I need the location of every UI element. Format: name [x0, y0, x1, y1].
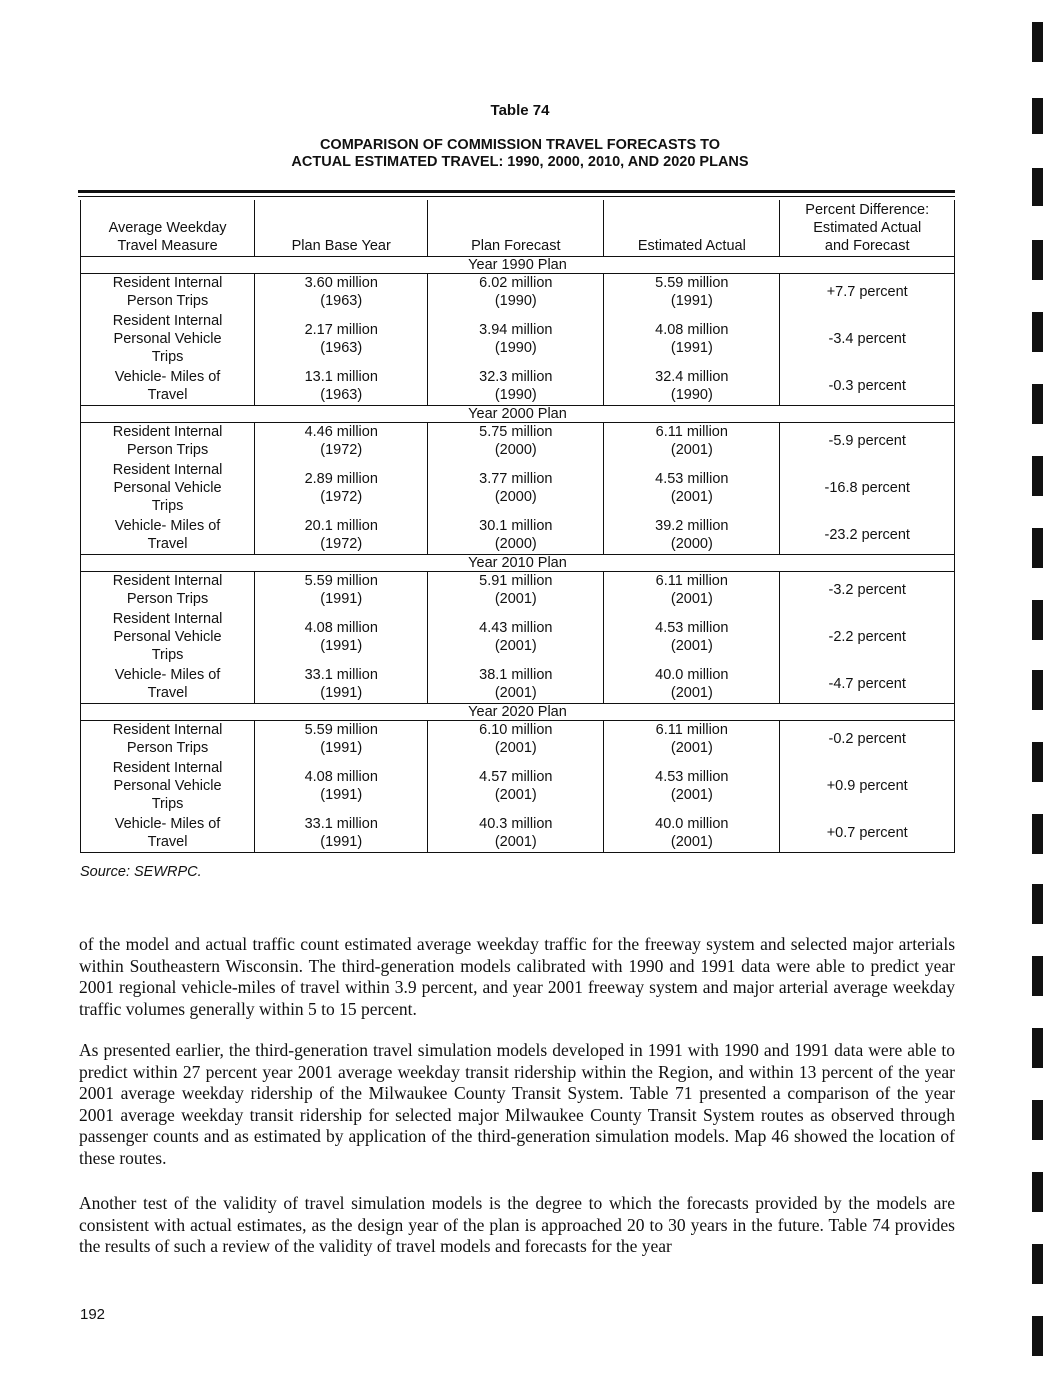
cell-percent-difference: +7.7 percent: [780, 273, 955, 311]
cell-plan-forecast: 5.91 million (2001): [428, 571, 604, 609]
cell-plan-forecast: 4.43 million (2001): [428, 609, 604, 665]
scan-edge-mark: [1032, 670, 1043, 710]
page-number: 192: [80, 1306, 106, 1323]
cell-plan-base-year: 2.17 million (1963): [255, 311, 428, 367]
cell-estimated-actual: 6.11 million (2001): [604, 571, 780, 609]
cell-plan-base-year: 3.60 million (1963): [255, 273, 428, 311]
cell-percent-difference: -23.2 percent: [780, 516, 955, 554]
cell-travel-measure: Vehicle- Miles of Travel: [81, 814, 255, 852]
table-row: [81, 814, 955, 852]
table-row: [81, 571, 955, 609]
scan-edge-mark: [1032, 884, 1043, 924]
cell-estimated-actual: 5.59 million (1991): [604, 273, 780, 311]
section-header-row: [81, 554, 955, 571]
cell-plan-base-year: 20.1 million (1972): [255, 516, 428, 554]
table-row: [81, 422, 955, 460]
cell-travel-measure: Resident Internal Personal Vehicle Trips: [81, 311, 255, 367]
cell-percent-difference: +0.7 percent: [780, 814, 955, 852]
table-row: [81, 367, 955, 405]
scan-edge-mark: [1032, 528, 1043, 568]
header-plan-base-year: Plan Base Year: [255, 200, 428, 256]
scan-edge-mark: [1032, 384, 1043, 424]
section-header-row: [81, 703, 955, 720]
table-row: [81, 609, 955, 665]
cell-plan-forecast: 40.3 million (2001): [428, 814, 604, 852]
cell-plan-forecast: 4.57 million (2001): [428, 758, 604, 814]
cell-travel-measure: Resident Internal Person Trips: [81, 720, 255, 758]
cell-travel-measure: Resident Internal Personal Vehicle Trips: [81, 460, 255, 516]
scan-edge-mark: [1032, 240, 1043, 280]
cell-plan-base-year: 33.1 million (1991): [255, 665, 428, 703]
table-row: [81, 273, 955, 311]
scan-edge-mark: [1032, 1028, 1043, 1068]
scan-edge-mark: [1032, 742, 1043, 782]
cell-estimated-actual: 6.11 million (2001): [604, 422, 780, 460]
body-paragraph-2: As presented earlier, the third-generation travel simulation models developed in 1991 with 1990 and 1991 data were able to predict within 27 percent year 2001 average weekday transit ridership within the Region, and within 13 percent of the year 2001 average weekday ridership of the Milwaukee County Transit System. Table 71 presented a comparison of the year 2001 average weekday transit ridership for selected major Milwaukee County Transit System routes as observed through passenger counts and as estimated by application of the third-generation simulation models. Map 46 showed the location of these routes.: [79, 1040, 955, 1168]
scan-edge-mark: [1032, 312, 1043, 352]
cell-plan-base-year: 5.59 million (1991): [255, 571, 428, 609]
scan-edge-mark: [1032, 1244, 1043, 1284]
scan-edge-mark: [1032, 168, 1043, 206]
cell-plan-forecast: 3.94 million (1990): [428, 311, 604, 367]
scan-edge-mark: [1032, 22, 1043, 62]
cell-percent-difference: -3.2 percent: [780, 571, 955, 609]
cell-plan-base-year: 4.46 million (1972): [255, 422, 428, 460]
cell-percent-difference: -3.4 percent: [780, 311, 955, 367]
body-paragraph-1: of the model and actual traffic count estimated average weekday traffic for the freeway system and selected major arterials within Southeastern Wisconsin. The third-generation models calibrated with 1990 and 1991 data were able to predict year 2001 regional vehicle-miles of travel within 3.9 percent, and year 2001 freeway system and major arterial average weekday traffic volumes generally within 5 to 15 percent.: [79, 934, 955, 1019]
cell-plan-forecast: 3.77 million (2000): [428, 460, 604, 516]
table-row: [81, 460, 955, 516]
cell-travel-measure: Resident Internal Personal Vehicle Trips: [81, 609, 255, 665]
section-header-row: [81, 256, 955, 273]
header-travel-measure: Average Weekday Travel Measure: [81, 200, 255, 256]
scan-edge-mark: [1032, 1100, 1043, 1140]
section-label: Year 2020 Plan: [81, 703, 955, 720]
table-top-rule-thin: [78, 196, 955, 197]
cell-percent-difference: -4.7 percent: [780, 665, 955, 703]
cell-percent-difference: +0.9 percent: [780, 758, 955, 814]
scan-edge-mark: [1032, 456, 1043, 496]
cell-travel-measure: Vehicle- Miles of Travel: [81, 367, 255, 405]
table-source-note: Source: SEWRPC.: [80, 864, 202, 880]
cell-travel-measure: Resident Internal Person Trips: [81, 571, 255, 609]
comparison-table: [80, 200, 955, 853]
cell-estimated-actual: 40.0 million (2001): [604, 814, 780, 852]
header-plan-forecast: Plan Forecast: [428, 200, 604, 256]
scan-edge-mark: [1032, 814, 1043, 854]
scan-edge-mark: [1032, 1316, 1043, 1356]
table-row: [81, 758, 955, 814]
cell-plan-forecast: 6.10 million (2001): [428, 720, 604, 758]
table-title-line-1: COMPARISON OF COMMISSION TRAVEL FORECASTS TO: [319, 137, 721, 153]
cell-plan-forecast: 5.75 million (2000): [428, 422, 604, 460]
cell-plan-base-year: 13.1 million (1963): [255, 367, 428, 405]
cell-estimated-actual: 32.4 million (1990): [604, 367, 780, 405]
cell-plan-forecast: 6.02 million (1990): [428, 273, 604, 311]
header-percent-difference: Percent Difference: Estimated Actual and Forecast: [780, 200, 955, 256]
cell-travel-measure: Vehicle- Miles of Travel: [81, 665, 255, 703]
table-number: Table 74: [490, 102, 550, 119]
cell-percent-difference: -0.3 percent: [780, 367, 955, 405]
scan-edge-mark: [1032, 98, 1043, 134]
cell-estimated-actual: 6.11 million (2001): [604, 720, 780, 758]
table-header-row: [81, 200, 955, 256]
cell-plan-forecast: 38.1 million (2001): [428, 665, 604, 703]
section-label: Year 2000 Plan: [81, 405, 955, 422]
table-row: [81, 665, 955, 703]
header-estimated-actual: Estimated Actual: [604, 200, 780, 256]
cell-percent-difference: -16.8 percent: [780, 460, 955, 516]
section-header-row: [81, 405, 955, 422]
cell-estimated-actual: 4.08 million (1991): [604, 311, 780, 367]
body-paragraph-3: Another test of the validity of travel simulation models is the degree to which the forecasts provided by the models are consistent with actual estimates, as the design year of the plan is approached 20 to 30 years in the future. Table 74 provides the results of such a review of the validity of travel models and forecasts for the year: [79, 1193, 955, 1256]
cell-travel-measure: Vehicle- Miles of Travel: [81, 516, 255, 554]
cell-estimated-actual: 4.53 million (2001): [604, 460, 780, 516]
table-title-line-2: ACTUAL ESTIMATED TRAVEL: 1990, 2000, 2010, AND 2020 PLANS: [291, 154, 749, 170]
section-label: Year 2010 Plan: [81, 554, 955, 571]
table-row: [81, 516, 955, 554]
cell-estimated-actual: 4.53 million (2001): [604, 609, 780, 665]
table-title: [0, 137, 1040, 171]
cell-plan-forecast: 32.3 million (1990): [428, 367, 604, 405]
cell-estimated-actual: 40.0 million (2001): [604, 665, 780, 703]
cell-travel-measure: Resident Internal Personal Vehicle Trips: [81, 758, 255, 814]
scan-edge-mark: [1032, 600, 1043, 640]
table-top-rule: [78, 190, 955, 193]
cell-plan-base-year: 2.89 million (1972): [255, 460, 428, 516]
scan-edge-mark: [1032, 956, 1043, 996]
cell-plan-base-year: 4.08 million (1991): [255, 609, 428, 665]
cell-estimated-actual: 4.53 million (2001): [604, 758, 780, 814]
cell-plan-base-year: 33.1 million (1991): [255, 814, 428, 852]
table-row: [81, 720, 955, 758]
cell-travel-measure: Resident Internal Person Trips: [81, 273, 255, 311]
cell-percent-difference: -5.9 percent: [780, 422, 955, 460]
scan-edge-mark: [1032, 1172, 1043, 1212]
table-row: [81, 311, 955, 367]
section-label: Year 1990 Plan: [81, 256, 955, 273]
cell-percent-difference: -2.2 percent: [780, 609, 955, 665]
cell-plan-base-year: 5.59 million (1991): [255, 720, 428, 758]
cell-plan-base-year: 4.08 million (1991): [255, 758, 428, 814]
cell-travel-measure: Resident Internal Person Trips: [81, 422, 255, 460]
cell-plan-forecast: 30.1 million (2000): [428, 516, 604, 554]
cell-percent-difference: -0.2 percent: [780, 720, 955, 758]
cell-estimated-actual: 39.2 million (2000): [604, 516, 780, 554]
